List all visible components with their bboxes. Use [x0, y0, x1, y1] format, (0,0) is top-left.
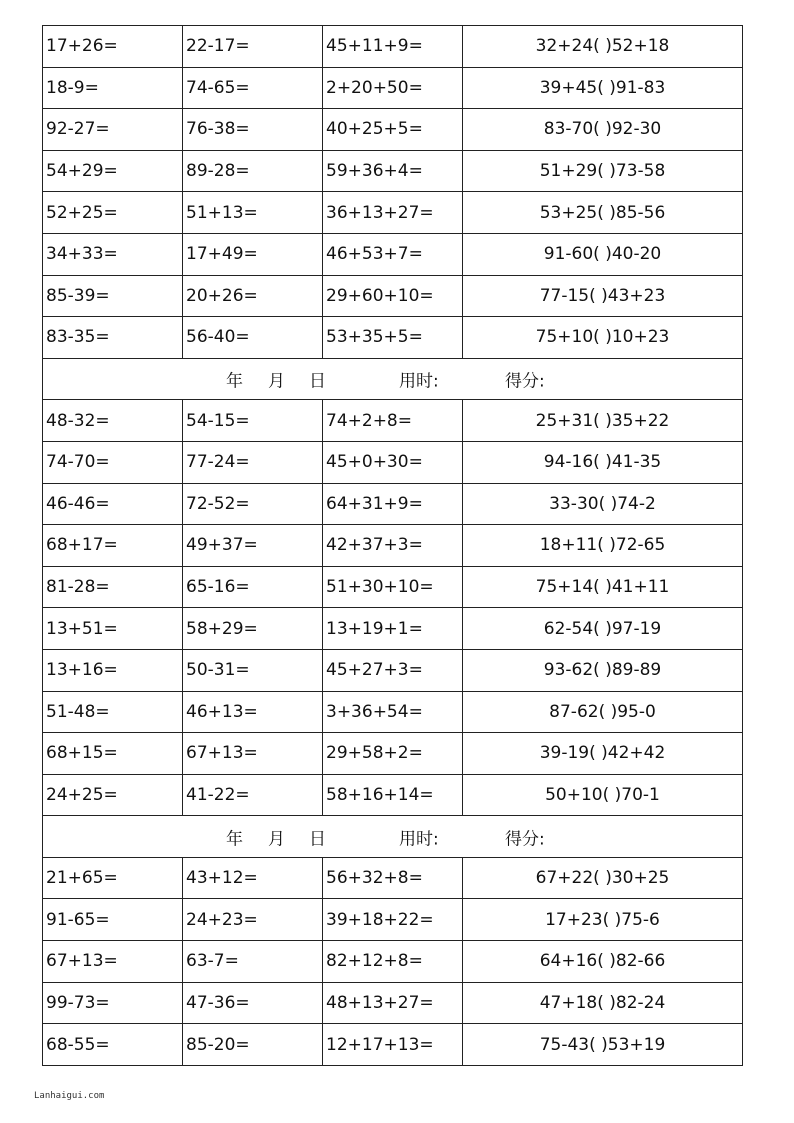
- month-label: 月: [268, 829, 285, 850]
- two-step-cell: 17+49=: [183, 233, 323, 275]
- problem-row: [43, 67, 743, 109]
- problem-row: [43, 400, 743, 442]
- two-step-cell: 63-7=: [183, 941, 323, 983]
- addition-subtraction-cell: 13+16=: [43, 649, 183, 691]
- three-term-cell: 46+53+7=: [323, 233, 463, 275]
- problem-row: [43, 566, 743, 608]
- addition-subtraction-cell: 74-70=: [43, 441, 183, 483]
- date-time-score-row: [43, 358, 743, 400]
- addition-subtraction-cell: 85-39=: [43, 275, 183, 317]
- two-step-cell: 41-22=: [183, 774, 323, 816]
- three-term-cell: 51+30+10=: [323, 566, 463, 608]
- addition-subtraction-cell: 18-9=: [43, 67, 183, 109]
- two-step-cell: 20+26=: [183, 275, 323, 317]
- comparison-cell: 94-16( )41-35: [463, 441, 743, 483]
- comparison-cell: 51+29( )73-58: [463, 150, 743, 192]
- comparison-cell: 87-62( )95-0: [463, 691, 743, 733]
- comparison-cell: 77-15( )43+23: [463, 275, 743, 317]
- problem-row: [43, 317, 743, 359]
- problem-row: [43, 192, 743, 234]
- addition-subtraction-cell: 68+15=: [43, 733, 183, 775]
- three-term-cell: 42+37+3=: [323, 525, 463, 567]
- problem-row: [43, 275, 743, 317]
- three-term-cell: 45+27+3=: [323, 649, 463, 691]
- comparison-cell: 39-19( )42+42: [463, 733, 743, 775]
- problem-row: [43, 1024, 743, 1066]
- problem-row: [43, 608, 743, 650]
- two-step-cell: 49+37=: [183, 525, 323, 567]
- addition-subtraction-cell: 81-28=: [43, 566, 183, 608]
- two-step-cell: 72-52=: [183, 483, 323, 525]
- two-step-cell: 77-24=: [183, 441, 323, 483]
- two-step-cell: 46+13=: [183, 691, 323, 733]
- score-label: 得分:: [505, 371, 545, 392]
- three-term-cell: 40+25+5=: [323, 109, 463, 151]
- addition-subtraction-cell: 34+33=: [43, 233, 183, 275]
- problem-row: [43, 26, 743, 68]
- year-label: 年: [226, 371, 243, 392]
- math-table: [42, 25, 743, 1066]
- addition-subtraction-cell: 13+51=: [43, 608, 183, 650]
- problem-row: [43, 899, 743, 941]
- two-step-cell: 47-36=: [183, 982, 323, 1024]
- three-term-cell: 58+16+14=: [323, 774, 463, 816]
- header-cell: [43, 358, 743, 400]
- score-label: 得分:: [505, 829, 545, 850]
- addition-subtraction-cell: 51-48=: [43, 691, 183, 733]
- comparison-cell: 53+25( )85-56: [463, 192, 743, 234]
- header-cell: [43, 816, 743, 858]
- two-step-cell: 50-31=: [183, 649, 323, 691]
- comparison-cell: 17+23( )75-6: [463, 899, 743, 941]
- addition-subtraction-cell: 52+25=: [43, 192, 183, 234]
- time-used-label: 用时:: [399, 371, 439, 392]
- three-term-cell: 2+20+50=: [323, 67, 463, 109]
- problem-row: [43, 982, 743, 1024]
- addition-subtraction-cell: 46-46=: [43, 483, 183, 525]
- comparison-cell: 93-62( )89-89: [463, 649, 743, 691]
- day-label: 日: [309, 371, 326, 392]
- addition-subtraction-cell: 91-65=: [43, 899, 183, 941]
- problem-row: [43, 233, 743, 275]
- three-term-cell: 64+31+9=: [323, 483, 463, 525]
- comparison-cell: 33-30( )74-2: [463, 483, 743, 525]
- worksheet: [42, 25, 742, 1066]
- two-step-cell: 58+29=: [183, 608, 323, 650]
- problem-row: [43, 733, 743, 775]
- comparison-cell: 47+18( )82-24: [463, 982, 743, 1024]
- three-term-cell: 82+12+8=: [323, 941, 463, 983]
- month-label: 月: [268, 371, 285, 392]
- problem-row: [43, 483, 743, 525]
- comparison-cell: 25+31( )35+22: [463, 400, 743, 442]
- comparison-cell: 91-60( )40-20: [463, 233, 743, 275]
- three-term-cell: 56+32+8=: [323, 857, 463, 899]
- three-term-cell: 12+17+13=: [323, 1024, 463, 1066]
- three-term-cell: 13+19+1=: [323, 608, 463, 650]
- two-step-cell: 24+23=: [183, 899, 323, 941]
- comparison-cell: 39+45( )91-83: [463, 67, 743, 109]
- time-used-label: 用时:: [399, 829, 439, 850]
- problem-row: [43, 649, 743, 691]
- day-label: 日: [309, 829, 326, 850]
- problem-row: [43, 774, 743, 816]
- comparison-cell: 64+16( )82-66: [463, 941, 743, 983]
- problem-row: [43, 525, 743, 567]
- two-step-cell: 74-65=: [183, 67, 323, 109]
- problem-row: [43, 150, 743, 192]
- comparison-cell: 62-54( )97-19: [463, 608, 743, 650]
- addition-subtraction-cell: 48-32=: [43, 400, 183, 442]
- two-step-cell: 56-40=: [183, 317, 323, 359]
- comparison-cell: 32+24( )52+18: [463, 26, 743, 68]
- addition-subtraction-cell: 54+29=: [43, 150, 183, 192]
- three-term-cell: 45+0+30=: [323, 441, 463, 483]
- two-step-cell: 85-20=: [183, 1024, 323, 1066]
- three-term-cell: 53+35+5=: [323, 317, 463, 359]
- comparison-cell: 75-43( )53+19: [463, 1024, 743, 1066]
- comparison-cell: 75+10( )10+23: [463, 317, 743, 359]
- problem-row: [43, 941, 743, 983]
- comparison-cell: 83-70( )92-30: [463, 109, 743, 151]
- two-step-cell: 65-16=: [183, 566, 323, 608]
- three-term-cell: 45+11+9=: [323, 26, 463, 68]
- addition-subtraction-cell: 92-27=: [43, 109, 183, 151]
- addition-subtraction-cell: 21+65=: [43, 857, 183, 899]
- three-term-cell: 3+36+54=: [323, 691, 463, 733]
- addition-subtraction-cell: 83-35=: [43, 317, 183, 359]
- problem-row: [43, 441, 743, 483]
- date-time-score-row: [43, 816, 743, 858]
- three-term-cell: 36+13+27=: [323, 192, 463, 234]
- year-label: 年: [226, 829, 243, 850]
- addition-subtraction-cell: 17+26=: [43, 26, 183, 68]
- two-step-cell: 67+13=: [183, 733, 323, 775]
- problem-row: [43, 691, 743, 733]
- problem-row: [43, 109, 743, 151]
- comparison-cell: 18+11( )72-65: [463, 525, 743, 567]
- three-term-cell: 29+60+10=: [323, 275, 463, 317]
- comparison-cell: 67+22( )30+25: [463, 857, 743, 899]
- three-term-cell: 74+2+8=: [323, 400, 463, 442]
- two-step-cell: 54-15=: [183, 400, 323, 442]
- two-step-cell: 89-28=: [183, 150, 323, 192]
- addition-subtraction-cell: 99-73=: [43, 982, 183, 1024]
- two-step-cell: 76-38=: [183, 109, 323, 151]
- three-term-cell: 29+58+2=: [323, 733, 463, 775]
- comparison-cell: 50+10( )70-1: [463, 774, 743, 816]
- problem-row: [43, 857, 743, 899]
- watermark: Lanhaigui.com: [34, 1091, 105, 1101]
- addition-subtraction-cell: 67+13=: [43, 941, 183, 983]
- three-term-cell: 59+36+4=: [323, 150, 463, 192]
- comparison-cell: 75+14( )41+11: [463, 566, 743, 608]
- three-term-cell: 48+13+27=: [323, 982, 463, 1024]
- two-step-cell: 43+12=: [183, 857, 323, 899]
- two-step-cell: 51+13=: [183, 192, 323, 234]
- addition-subtraction-cell: 24+25=: [43, 774, 183, 816]
- addition-subtraction-cell: 68+17=: [43, 525, 183, 567]
- two-step-cell: 22-17=: [183, 26, 323, 68]
- three-term-cell: 39+18+22=: [323, 899, 463, 941]
- addition-subtraction-cell: 68-55=: [43, 1024, 183, 1066]
